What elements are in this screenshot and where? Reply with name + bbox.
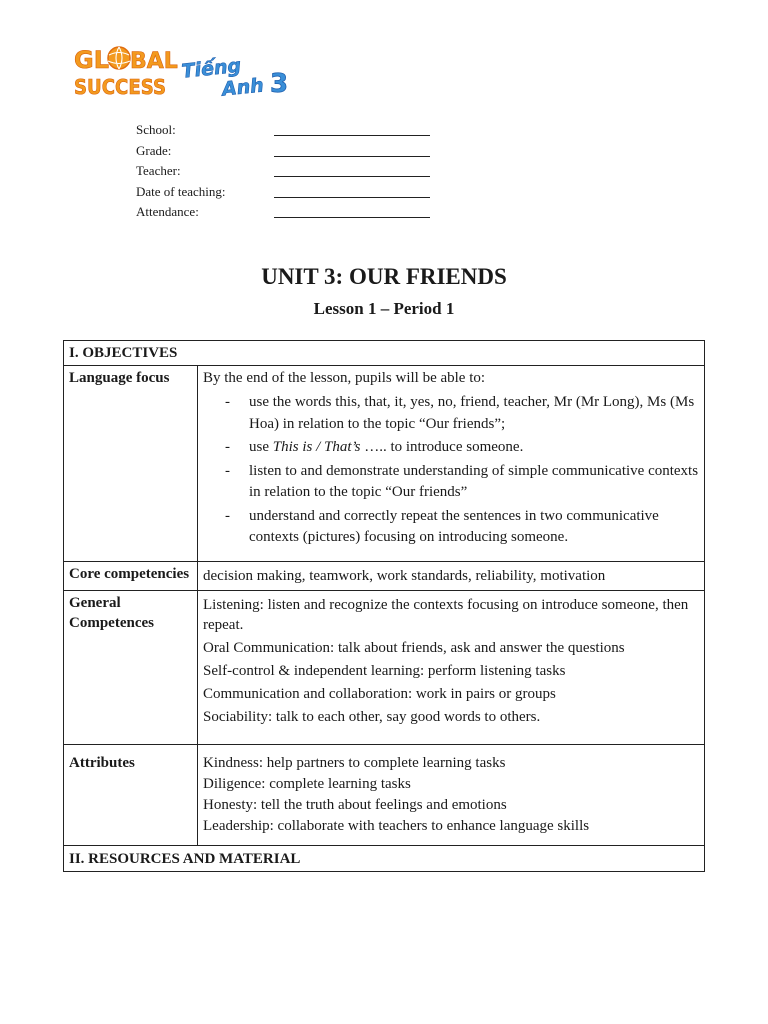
attendance-blank-line	[274, 204, 430, 218]
objectives-list	[203, 392, 699, 549]
competence-line: Communication and collaboration: work in pairs or groups	[203, 685, 556, 702]
info-label: School:	[136, 122, 176, 137]
unit-title: UNIT 3: OUR FRIENDS	[261, 264, 507, 289]
competence-line: Listening: listen and recognize the contexts focusing on introduce someone, then repeat.	[203, 596, 689, 633]
core-competencies-text: decision making, teamwork, work standards, reliability, motivation	[198, 561, 705, 590]
logo-gl-text: GL	[74, 46, 109, 74]
list-item: - use the words this, that, it, yes, no, friend, teacher, Mr (Mr Long), Ms (Ms Hoa) in relation to the topic “Our friends”;	[225, 394, 695, 432]
logo-success-text: SUCCESS	[74, 75, 166, 99]
attribute-line: Kindness: help partners to complete learning tasks	[203, 754, 506, 771]
info-label: Teacher:	[136, 163, 181, 178]
general-competences-row	[64, 590, 705, 744]
list-item: - use This is / That’s ….. to introduce someone.	[225, 439, 524, 455]
general-competences-content	[198, 590, 705, 744]
attributes-label: Attributes	[64, 744, 198, 845]
objective-text: use the words this, that, it, yes, no, friend, teacher, Mr (Mr Long), Ms (Ms Hoa) in relation to the topic “Our friends”;	[249, 394, 695, 432]
core-competencies-label: Core competencies	[64, 561, 198, 590]
teacher-info-block	[136, 122, 430, 225]
resources-heading-row	[64, 845, 705, 871]
date-blank-line	[274, 184, 430, 198]
objective-italic-phrase: This is / That’s	[272, 439, 361, 455]
attribute-line: Diligence: complete learning tasks	[203, 775, 411, 792]
grade-blank-line	[274, 143, 430, 157]
objective-prefix: use	[249, 439, 273, 455]
competence-line: Self-control & independent learning: perform listening tasks	[203, 662, 566, 679]
list-item: - understand and correctly repeat the sentences in two communicative contexts (pictures) focusing on introducing someone.	[225, 507, 659, 545]
competence-line: Sociability: talk to each other, say good words to others.	[203, 708, 541, 725]
info-label: Attendance:	[136, 204, 199, 219]
objective-suffix: ….. to introduce someone.	[360, 439, 524, 455]
attribute-line: Honesty: tell the truth about feelings and emotions	[203, 796, 507, 813]
resources-heading: II. RESOURCES AND MATERIAL	[64, 845, 705, 871]
competence-line: Oral Communication: talk about friends, ask and answer the questions	[203, 639, 625, 656]
general-competences-label: General Competences	[64, 590, 198, 744]
logo-anh-text: Anh	[220, 74, 265, 101]
language-focus-content	[198, 366, 705, 562]
objectives-intro: By the end of the lesson, pupils will be able to:	[203, 370, 486, 386]
language-focus-row	[64, 366, 705, 562]
info-row-date	[136, 184, 430, 205]
info-row-grade	[136, 143, 430, 164]
info-row-teacher	[136, 163, 430, 184]
teacher-blank-line	[274, 163, 430, 177]
core-competencies-row	[64, 561, 705, 590]
lesson-plan-table	[63, 340, 705, 872]
info-row-school	[136, 122, 430, 143]
attributes-row	[64, 744, 705, 845]
logo-grade-number: 3	[270, 69, 289, 99]
lesson-subtitle: Lesson 1 – Period 1	[313, 299, 455, 318]
objective-text: listen to and demonstrate understanding of simple communicative contexts in relation to the topic “Our friends”	[249, 462, 699, 500]
school-blank-line	[274, 122, 430, 136]
list-item: - listen to and demonstrate understanding of simple communicative contexts in relation to the topic “Our friends”	[225, 462, 699, 500]
info-row-attendance	[136, 204, 430, 225]
attributes-content	[198, 744, 705, 845]
logo-tieng-text: Tiếng	[180, 54, 243, 83]
attribute-line: Leadership: collaborate with teachers to enhance language skills	[203, 817, 590, 834]
global-success-logo	[72, 42, 178, 102]
logo-bal-text: BAL	[130, 49, 178, 74]
objectives-heading: I. OBJECTIVES	[64, 341, 705, 366]
tieng-anh-3-logo	[178, 52, 298, 101]
info-label: Grade:	[136, 142, 172, 158]
language-focus-label: Language focus	[64, 366, 198, 562]
objective-text: understand and correctly repeat the sentences in two communicative contexts (pictures) focusing on introducing someone.	[249, 507, 659, 545]
objectives-heading-row	[64, 341, 705, 366]
info-label: Date of teaching:	[136, 183, 226, 199]
